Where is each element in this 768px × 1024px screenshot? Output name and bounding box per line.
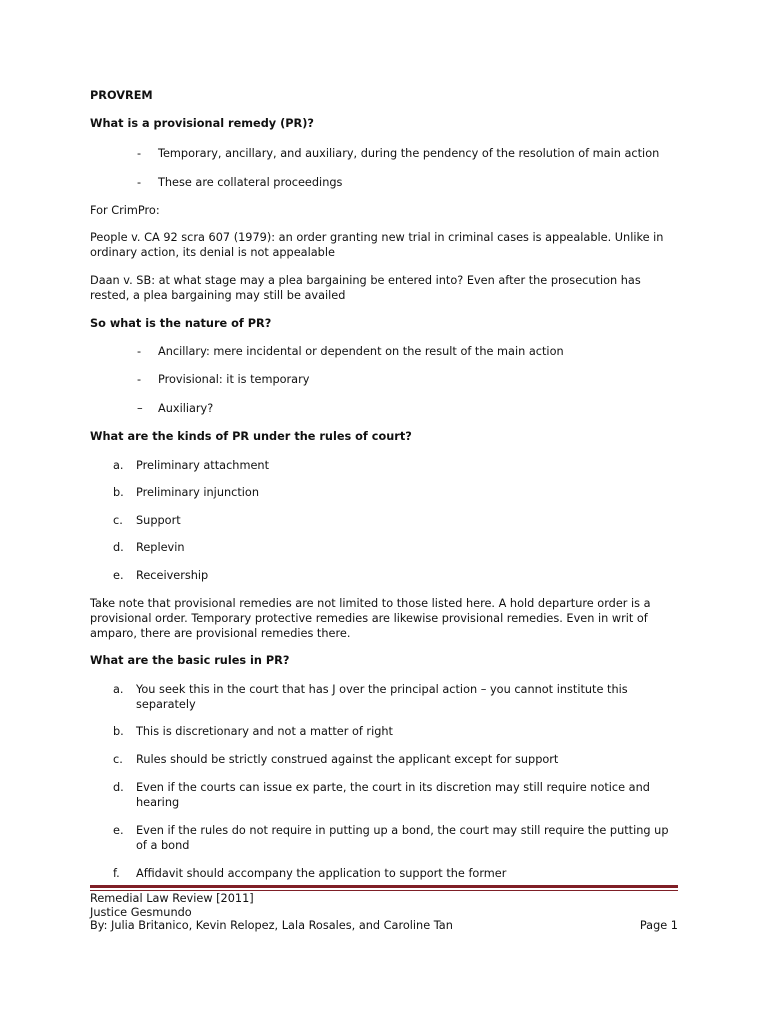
footer-rule-thin <box>90 890 678 891</box>
crimpro-label: For CrimPro: <box>90 204 160 217</box>
footer-rule-thick <box>90 885 678 888</box>
list-marker: b. <box>113 725 124 738</box>
bullet-text: These are collateral proceedings <box>158 176 343 189</box>
list-text-line: This is discretionary and not a matter of right <box>136 725 393 738</box>
list-item <box>0 458 768 473</box>
list-text <box>136 866 506 881</box>
list-item <box>0 866 768 881</box>
footer-professor: Justice Gesmundo <box>90 905 192 919</box>
list-text: Support <box>136 514 181 527</box>
paragraph-line: Take note that provisional remedies are not limited to those listed here. A hold departure order is a <box>90 597 651 610</box>
list-text: Preliminary attachment <box>136 459 270 472</box>
paragraph-line: amparo, there are provisional remedies there. <box>90 627 351 640</box>
list-text <box>136 752 558 767</box>
list-marker: c. <box>113 514 123 527</box>
document-title: PROVREM <box>90 89 153 102</box>
paragraph-line: People v. CA 92 scra 607 (1979): an order granting new trial in criminal cases is appealable. Unlike in <box>90 231 664 244</box>
list-text <box>136 823 669 853</box>
list-marker: c. <box>113 753 123 766</box>
list-item <box>0 568 768 583</box>
paragraph-line: provisional order. Temporary protective remedies are likewise provisional remedies. Even in writ of <box>90 612 648 625</box>
bullet-marker: - <box>137 345 142 358</box>
list-item <box>0 682 768 711</box>
bullet-text: Ancillary: mere incidental or dependent on the result of the main action <box>158 345 564 358</box>
paragraph-line: rested, a plea bargaining may still be availed <box>90 289 346 302</box>
list-marker: f. <box>113 867 120 880</box>
bullet-item <box>0 146 768 161</box>
case-paragraph-daan-v-sb <box>90 273 641 303</box>
paragraph-line: ordinary action, its denial is not appealable <box>90 246 335 259</box>
list-text-line: Even if the rules do not require in putting up a bond, the court may still require the putting up <box>136 824 669 837</box>
list-item <box>0 485 768 500</box>
section-heading-what-is-pr: What is a provisional remedy (PR)? <box>90 117 314 130</box>
footer-course: Remedial Law Review [2011] <box>90 892 254 905</box>
list-text-line: Rules should be strictly construed against the applicant except for support <box>136 753 559 766</box>
list-item <box>0 780 768 809</box>
case-paragraph-people-v-ca <box>90 230 663 260</box>
bullet-item <box>0 175 768 190</box>
list-text-line: of a bond <box>136 839 190 852</box>
page-number: Page 1 <box>639 919 678 932</box>
bullet-marker: - <box>137 147 142 160</box>
list-text-line: hearing <box>136 796 180 809</box>
list-marker: d. <box>113 541 124 554</box>
section-heading-basic-rules: What are the basic rules in PR? <box>90 654 290 667</box>
bullet-text: Auxiliary? <box>158 402 214 415</box>
bullet-marker: - <box>137 373 142 386</box>
list-item <box>0 724 768 739</box>
list-text <box>136 724 393 739</box>
list-text <box>136 682 628 712</box>
list-text-line: Even if the courts can issue ex parte, the court in its discretion may still require notice and <box>136 781 650 794</box>
list-text: Receivership <box>136 569 209 582</box>
list-item <box>0 823 768 852</box>
list-text: Preliminary injunction <box>136 486 259 499</box>
footer-authors: By: Julia Britanico, Kevin Relopez, Lala Rosales, and Caroline Tan <box>90 919 453 932</box>
list-marker: e. <box>113 824 124 837</box>
bullet-item <box>0 344 768 359</box>
list-item <box>0 752 768 767</box>
list-text <box>136 780 650 810</box>
bullet-item <box>0 401 768 416</box>
list-text-line: separately <box>136 698 196 711</box>
bullet-text: Temporary, ancillary, and auxiliary, during the pendency of the resolution of main action <box>158 147 660 160</box>
list-marker: a. <box>113 683 124 696</box>
list-item <box>0 540 768 555</box>
note-paragraph <box>90 596 651 641</box>
section-heading-nature-of-pr: So what is the nature of PR? <box>90 317 272 330</box>
bullet-marker: – <box>137 402 143 415</box>
list-marker: a. <box>113 459 124 472</box>
list-text-line: You seek this in the court that has J over the principal action – you cannot institute this <box>136 683 628 696</box>
list-marker: d. <box>113 781 124 794</box>
list-marker: e. <box>113 569 124 582</box>
list-item <box>0 513 768 528</box>
bullet-item <box>0 372 768 387</box>
list-text-line: Affidavit should accompany the application to support the former <box>136 867 507 880</box>
list-text: Replevin <box>136 541 185 554</box>
section-heading-kinds-of-pr: What are the kinds of PR under the rules of court? <box>90 430 412 443</box>
bullet-marker: - <box>137 176 142 189</box>
bullet-text: Provisional: it is temporary <box>158 373 310 386</box>
list-marker: b. <box>113 486 124 499</box>
paragraph-line: Daan v. SB: at what stage may a plea bargaining be entered into? Even after the prosecution has <box>90 274 641 287</box>
